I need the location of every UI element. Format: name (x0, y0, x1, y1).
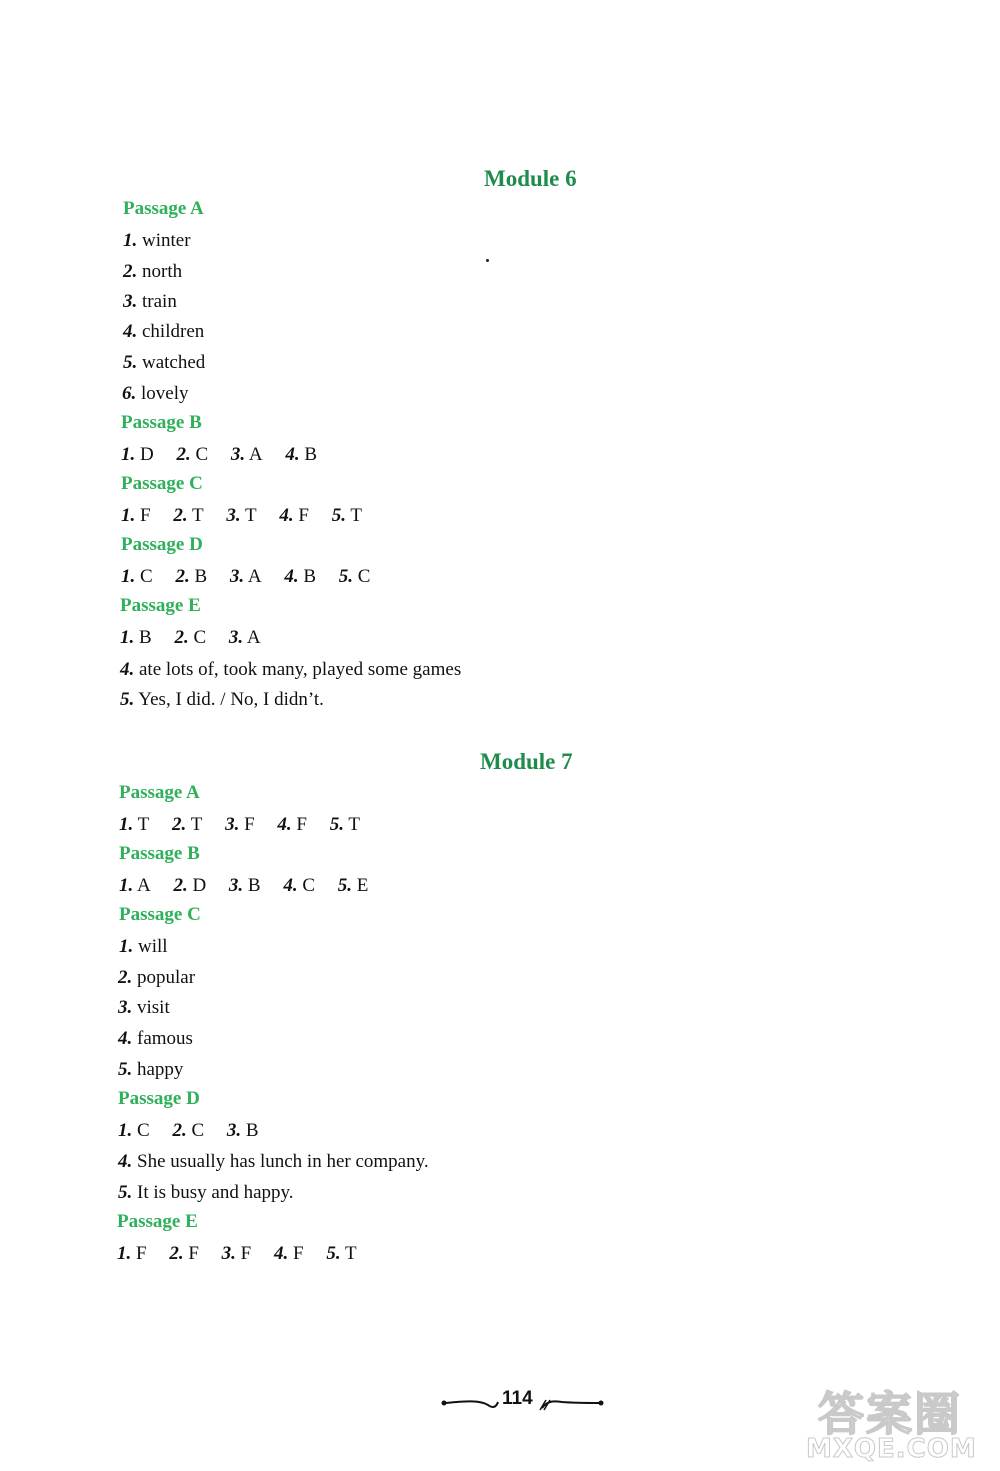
m7-b-answers: 1. A 2. D 3. B 4. C 5. E (119, 875, 369, 896)
m6-a-item-2: 2. north (123, 261, 183, 282)
page-footer (440, 1388, 605, 1418)
m6-a-item-1: 1. winter (123, 230, 191, 251)
m6-e-answers: 1. B 2. C 3. A (120, 627, 261, 648)
m6-e-item-5: 5. Yes, I did. / No, I didn’t. (120, 689, 324, 710)
page-number: 114 (502, 1388, 533, 1409)
m7-passage-a-label: Passage A (119, 782, 200, 803)
m7-c-item-4: 4. famous (118, 1028, 193, 1049)
m7-c-item-1: 1. will (119, 936, 168, 957)
watermark-logo (806, 1378, 996, 1466)
m7-e-answers: 1. F 2. F 3. F 4. F 5. T (117, 1243, 357, 1264)
m6-passage-b-label: Passage B (121, 412, 202, 433)
m7-a-answers: 1. T 2. T 3. F 4. F 5. T (119, 814, 360, 835)
m7-passage-b-label: Passage B (119, 843, 200, 864)
m6-passage-c-label: Passage C (121, 473, 203, 494)
m6-passage-a-label: Passage A (123, 198, 204, 219)
watermark-text-top: 答案圈 (818, 1387, 962, 1441)
m6-passage-e-label: Passage E (120, 595, 201, 616)
m6-b-answers: 1. D 2. C 3. A 4. B (121, 444, 318, 465)
m7-passage-e-label: Passage E (117, 1211, 198, 1232)
m7-d-item-4: 4. She usually has lunch in her company. (118, 1151, 429, 1172)
m6-e-item-4: 4. ate lots of, took many, played some games (120, 659, 462, 680)
m7-passage-c-label: Passage C (119, 904, 201, 925)
stray-dot (486, 259, 489, 262)
m6-a-item-5: 5. watched (123, 352, 206, 373)
m6-a-item-4: 4. children (123, 321, 205, 342)
m6-passage-d-label: Passage D (121, 534, 203, 555)
m7-d-answers: 1. C 2. C 3. B (118, 1120, 259, 1141)
m6-a-item-3: 3. train (123, 291, 177, 312)
m7-c-item-5: 5. happy (118, 1059, 184, 1080)
watermark-text-bottom: MXQE.COM (806, 1434, 977, 1464)
m7-d-item-5: 5. It is busy and happy. (118, 1182, 294, 1203)
module-7-title: Module 7 (480, 749, 573, 774)
m6-d-answers: 1. C 2. B 3. A 4. B 5. C (121, 566, 371, 587)
m7-c-item-3: 3. visit (118, 997, 170, 1018)
m7-c-item-2: 2. popular (118, 967, 196, 988)
m7-passage-d-label: Passage D (118, 1088, 200, 1109)
m6-a-item-6: 6. lovely (122, 383, 189, 404)
module-6-title: Module 6 (484, 166, 577, 191)
m6-c-answers: 1. F 2. T 3. T 4. F 5. T (121, 505, 362, 526)
